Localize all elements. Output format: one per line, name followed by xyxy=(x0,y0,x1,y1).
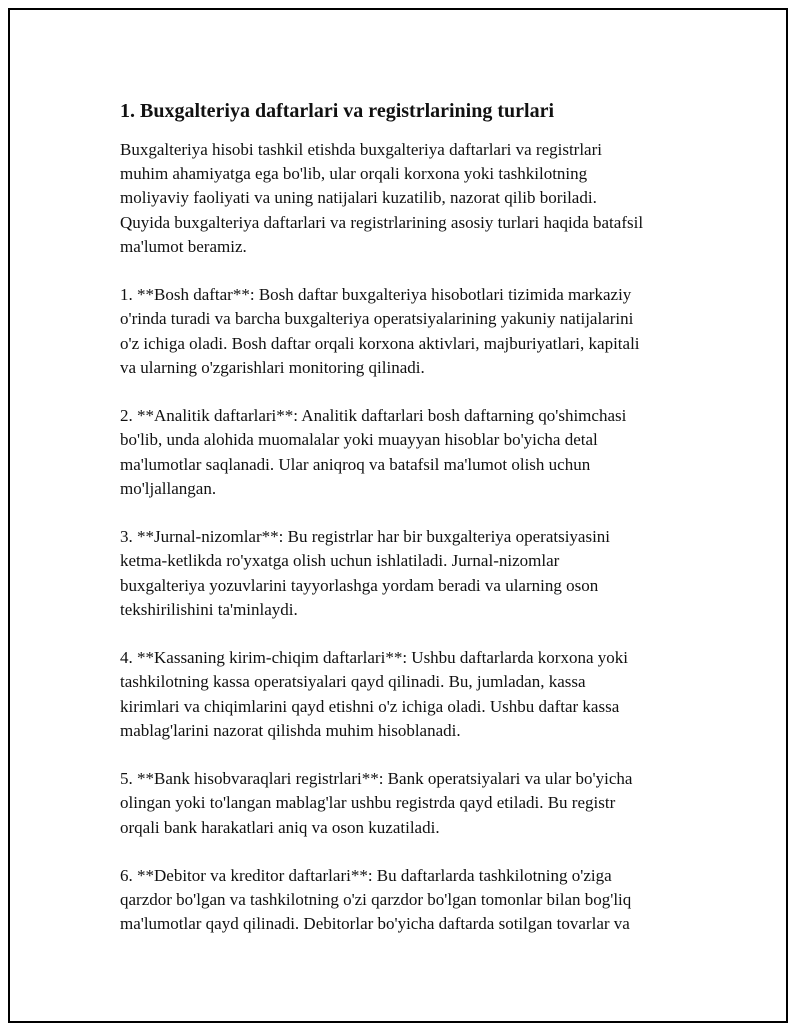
text-line: 4. **Kassaning kirim-chiqim daftarlari**: Ushbu daftarlarda korxona yoki xyxy=(120,648,628,668)
item-paragraph-debitor-kreditor xyxy=(120,864,710,937)
text-line: mo'ljallangan. xyxy=(120,478,217,498)
text-line: o'rinda turadi va barcha buxgalteriya operatsiyalarining yakuniy natijalarini xyxy=(120,309,634,329)
document-page xyxy=(8,8,788,1023)
text-line: moliyaviy faoliyati va uning natijalari kuzatilib, nazorat qilib boriladi. xyxy=(120,188,597,208)
text-line: kirimlari va chiqimlarini qayd etishni o'z ichiga oladi. Ushbu daftar kassa xyxy=(120,696,620,716)
item-paragraph-analitik xyxy=(120,404,710,501)
document-title: 1. Buxgalteriya daftarlari va registrlarining turlari xyxy=(120,100,555,122)
text-line: ma'lumotlar qayd qilinadi. Debitorlar bo'yicha daftarda sotilgan tovarlar va xyxy=(120,914,630,934)
text-line: 6. **Debitor va kreditor daftarlari**: Bu daftarlarda tashkilotning o'ziga xyxy=(120,866,612,885)
item-paragraph-kassa xyxy=(120,646,710,743)
item-paragraph-bosh-daftar xyxy=(120,283,710,380)
text-line: muhim ahamiyatga ega bo'lib, ular orqali korxona yoki tashkilotning xyxy=(120,164,588,184)
item-paragraph-jurnal-nizomlar xyxy=(120,525,710,622)
text-line: bo'lib, unda alohida muomalalar yoki muayyan hisoblar bo'yicha detal xyxy=(120,430,598,450)
text-line: mablag'larini nazorat qilishda muhim hisoblanadi. xyxy=(120,720,461,740)
item-paragraph-bank xyxy=(120,767,710,840)
text-line: orqali bank harakatlari aniq va oson kuzatiladi. xyxy=(120,817,440,837)
text-line: 5. **Bank hisobvaraqlari registrlari**: Bank operatsiyalari va ular bo'yicha xyxy=(120,769,633,789)
text-line: ketma-ketlikda ro'yxatga olish uchun ishlatiladi. Jurnal-nizomlar xyxy=(120,551,560,571)
text-line: va ularning o'zgarishlari monitoring qilinadi. xyxy=(120,357,425,377)
text-line: buxgalteriya yozuvlarini tayyorlashga yordam beradi va ularning oson xyxy=(120,575,599,595)
text-line: ma'lumot beramiz. xyxy=(120,236,247,256)
text-line: 2. **Analitik daftarlari**: Analitik daftarlari bosh daftarning qo'shimchasi xyxy=(120,406,627,426)
text-line: 1. **Bosh daftar**: Bosh daftar buxgalteriya hisobotlari tizimida markaziy xyxy=(120,285,632,305)
text-line: qarzdor bo'lgan va tashkilotning o'zi qarzdor bo'lgan tomonlar bilan bog'liq xyxy=(120,890,632,910)
text-line: Quyida buxgalteriya daftarlari va registrlarining asosiy turlari haqida batafsil xyxy=(120,212,644,232)
text-line: ma'lumotlar saqlanadi. Ular aniqroq va batafsil ma'lumot olish uchun xyxy=(120,454,591,474)
text-line: 3. **Jurnal-nizomlar**: Bu registrlar har bir buxgalteriya operatsiyasini xyxy=(120,527,611,547)
text-line: tekshirilishini ta'minlaydi. xyxy=(120,599,298,619)
document-content xyxy=(120,98,710,961)
text-line: tashkilotning kassa operatsiyalari qayd qilinadi. Bu, jumladan, kassa xyxy=(120,672,586,692)
text-line: olingan yoki to'langan mablag'lar ushbu registrda qayd etiladi. Bu registr xyxy=(120,793,616,813)
text-line: Buxgalteriya hisobi tashkil etishda buxgalteriya daftarlari va registrlari xyxy=(120,140,602,159)
intro-paragraph xyxy=(120,138,710,259)
text-line: o'z ichiga oladi. Bosh daftar orqali korxona aktivlari, majburiyatlari, kapitali xyxy=(120,333,640,353)
